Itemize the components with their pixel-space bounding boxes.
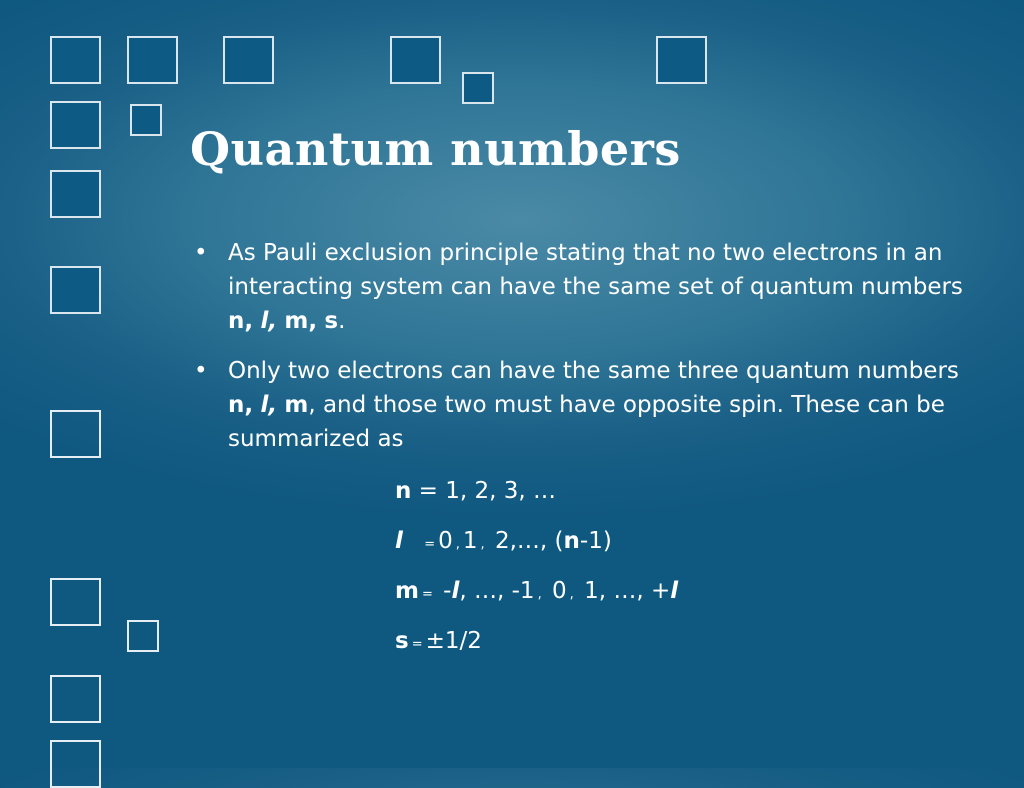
var-l: l — [451, 578, 460, 604]
slide-title: Quantum numbers — [190, 122, 681, 176]
bullet-list — [190, 236, 970, 472]
equation-l — [395, 528, 612, 554]
var-m: m, — [284, 308, 318, 334]
decor-square — [50, 410, 101, 458]
equation-rest: = 1, 2, 3, … — [411, 478, 557, 504]
equation-s — [395, 628, 482, 654]
decor-square — [50, 36, 101, 84]
equals-sign: = — [421, 587, 433, 602]
var-s: s — [395, 628, 409, 654]
var-l: l, — [260, 392, 278, 418]
value-one: 1 — [462, 528, 478, 554]
var-n: n, — [228, 392, 254, 418]
decor-square — [656, 36, 707, 84]
comma: , — [537, 587, 542, 602]
equation-rest: 1/2 — [444, 628, 482, 654]
decor-square — [50, 266, 101, 314]
bullet-text: As Pauli exclusion principle stating that no two electrons in an interacting system can have the same set of quantum numbers — [228, 240, 963, 300]
equation-part: - — [435, 578, 452, 604]
equation-part: 1, …, + — [576, 578, 671, 604]
equals-sign: = — [424, 537, 436, 552]
comma: , — [480, 537, 485, 552]
var-n: n, — [228, 308, 254, 334]
bullet-item — [190, 236, 970, 338]
decor-square — [462, 72, 494, 104]
decor-square — [127, 620, 159, 652]
decor-square — [50, 740, 101, 788]
decor-square — [50, 170, 101, 218]
period: . — [338, 308, 346, 334]
decor-square — [127, 36, 178, 84]
equation-part: , …, -1 — [459, 578, 535, 604]
equation-n — [395, 478, 556, 504]
equation-rest: 2,…, ( — [487, 528, 564, 554]
equation-tail: -1) — [579, 528, 612, 554]
decor-square — [50, 675, 101, 723]
value-zero: 0 — [438, 528, 453, 554]
value-zero: 0 — [544, 578, 567, 604]
bullet-marker: • — [194, 358, 208, 384]
var-n: n — [563, 528, 580, 554]
var-l: l, — [260, 308, 278, 334]
var-n: n — [395, 478, 412, 504]
comma: , — [569, 587, 574, 602]
var-l: l — [670, 578, 679, 604]
bullet-text: Only two electrons can have the same three quantum numbers — [228, 358, 959, 384]
bullet-text-rest: , and those two must have opposite spin. These can be summarized as — [228, 392, 945, 452]
comma: , — [455, 537, 460, 552]
decor-square — [50, 101, 101, 149]
bullet-item — [190, 354, 970, 456]
var-l: l — [395, 528, 403, 554]
equation-m — [395, 578, 678, 604]
var-m: m — [284, 392, 309, 418]
var-s: s — [324, 308, 339, 334]
equals-sign: = — [411, 637, 423, 652]
decor-square — [130, 104, 162, 136]
decor-square — [223, 36, 274, 84]
plus-minus-sign: ± — [425, 628, 445, 654]
decor-square — [50, 578, 101, 626]
bullet-marker: • — [194, 240, 208, 266]
var-m: m — [395, 578, 419, 604]
decor-square — [390, 36, 441, 84]
